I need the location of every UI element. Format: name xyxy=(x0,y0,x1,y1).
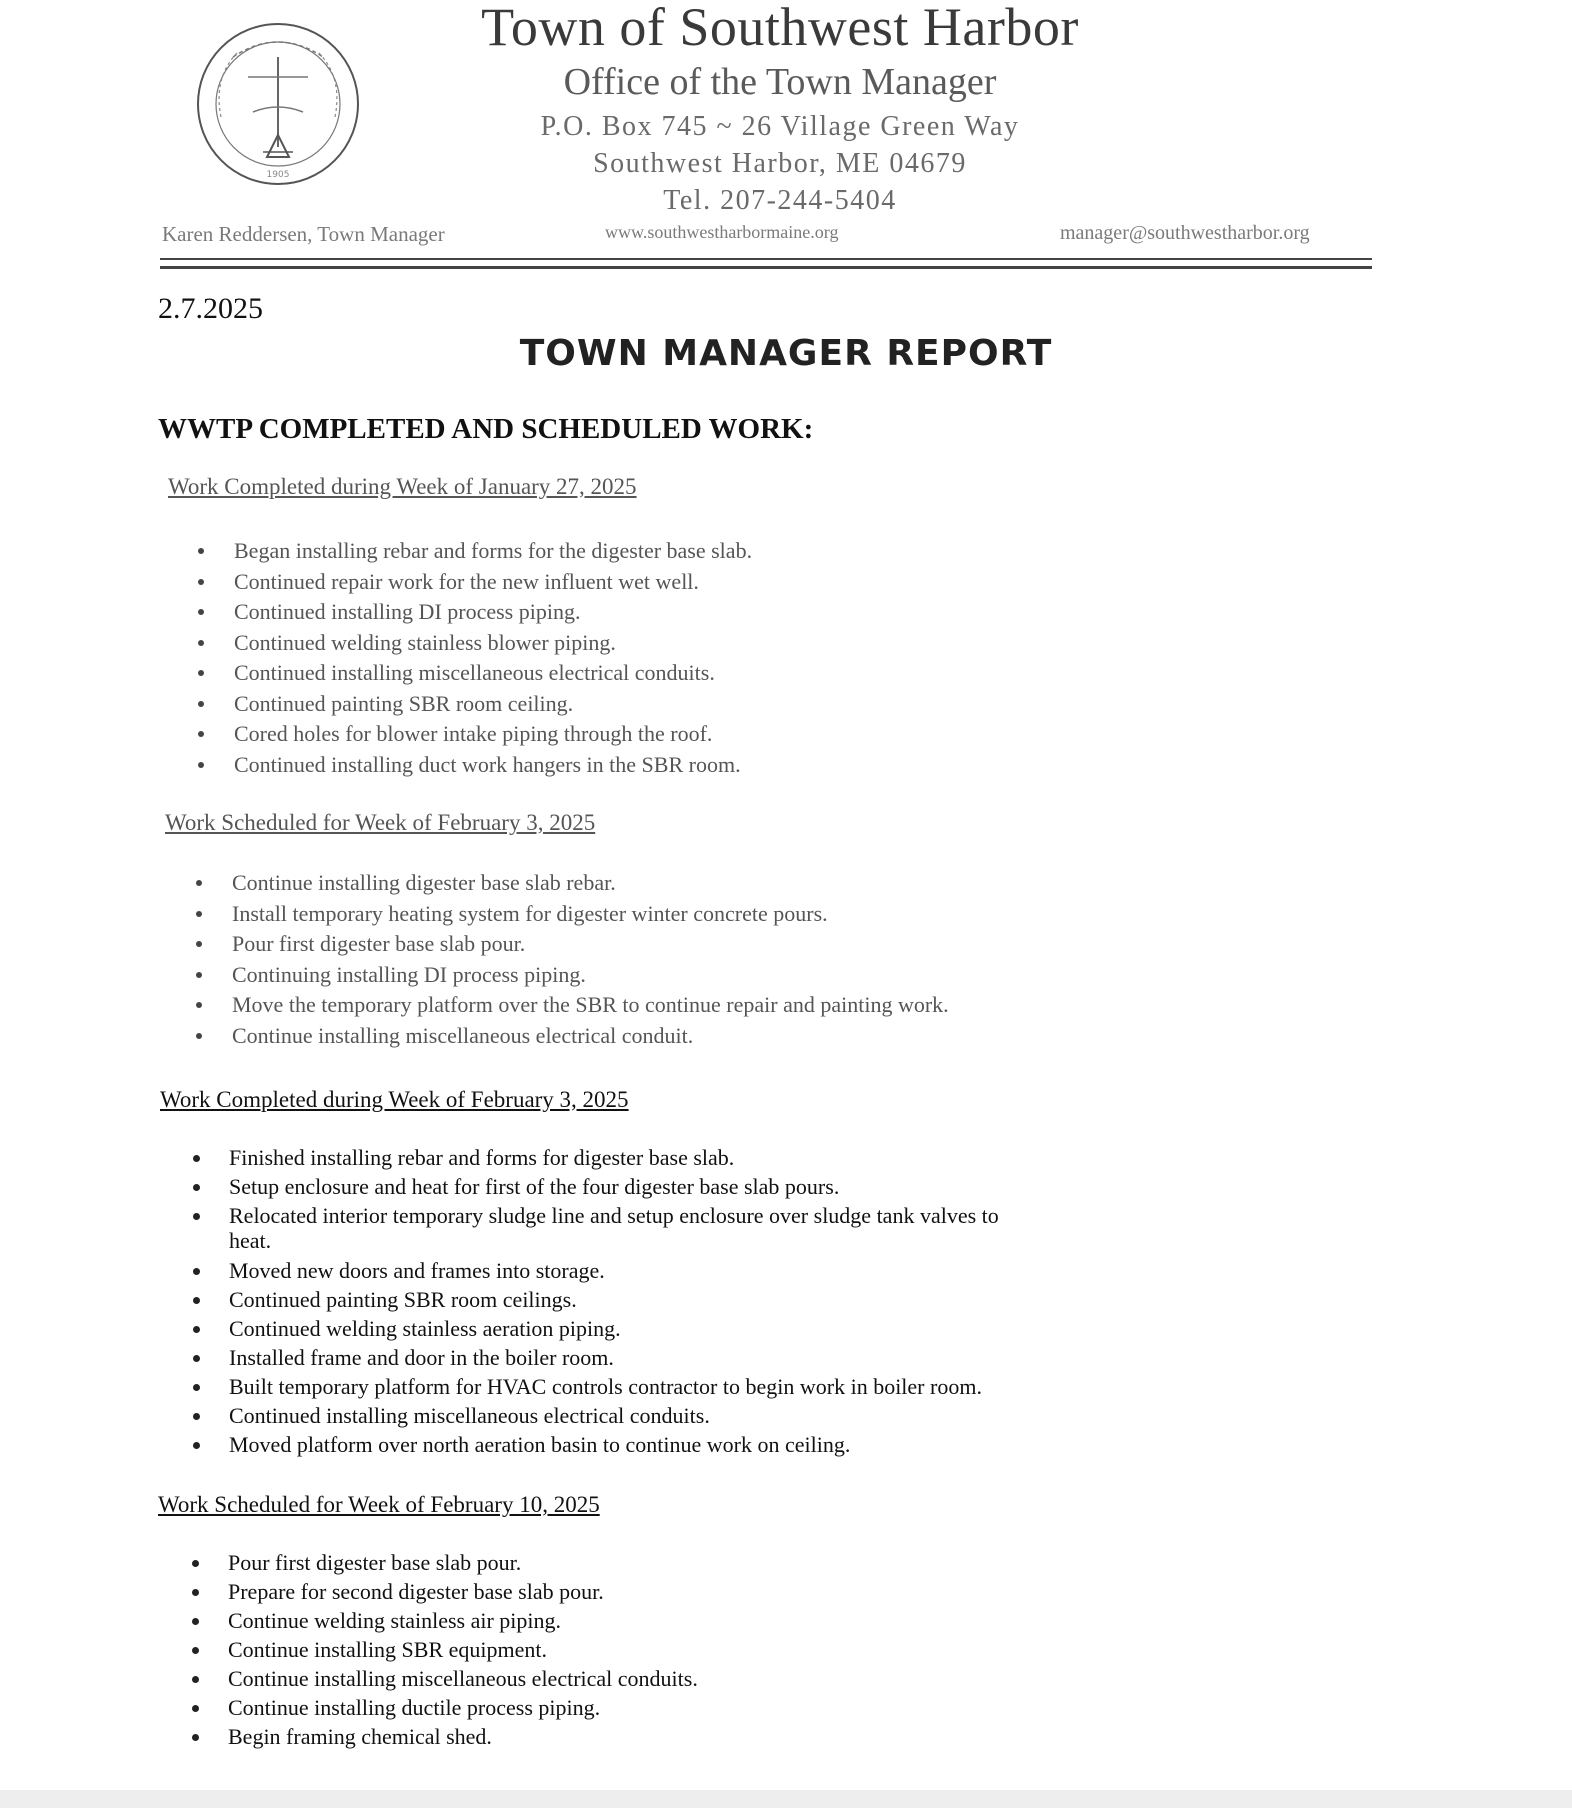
report-date: 2.7.2025 xyxy=(158,292,263,325)
sub-heading-scheduled-feb-3: Work Scheduled for Week of February 3, 2025 xyxy=(165,810,596,835)
letterhead-address: P.O. Box 745 ~ 26 Village Green Way xyxy=(540,111,1020,142)
bullet-icon xyxy=(198,579,204,585)
list-item: Finished installing rebar and forms for digester base slab. xyxy=(193,1143,999,1172)
letterhead-manager: Karen Reddersen, Town Manager xyxy=(162,222,445,246)
list-item: Continue installing digester base slab rebar. xyxy=(196,868,949,899)
list-item: Continue welding stainless air piping. xyxy=(192,1606,698,1635)
bullet-icon xyxy=(193,1184,200,1191)
list-item: Install temporary heating system for digester winter concrete pours. xyxy=(196,899,949,930)
list-item: Moved new doors and frames into storage. xyxy=(193,1256,999,1285)
report-title: TOWN MANAGER REPORT xyxy=(519,333,1053,374)
list-item: Continued installing miscellaneous electrical conduits. xyxy=(193,1401,999,1430)
list-item: Continue installing SBR equipment. xyxy=(192,1635,698,1664)
sub-heading-completed-feb-3: Work Completed during Week of February 3, 2025 xyxy=(160,1087,629,1112)
letterhead-city: Southwest Harbor, ME 04679 xyxy=(593,148,967,179)
list-item: Setup enclosure and heat for first of the four digester base slab pours. xyxy=(193,1172,999,1201)
list-item: Relocated interior temporary sludge line and setup enclosure over sludge tank valves to xyxy=(193,1201,999,1230)
bullet-icon xyxy=(198,670,204,676)
list-item: Continuing installing DI process piping. xyxy=(196,960,949,991)
bullet-icon xyxy=(198,762,204,768)
bullet-icon xyxy=(196,941,202,947)
letterhead-divider xyxy=(160,258,1372,260)
list-item: Built temporary platform for HVAC controls contractor to begin work in boiler room. xyxy=(193,1372,999,1401)
list-item: Continued installing miscellaneous electrical conduits. xyxy=(198,658,752,689)
list-item: Begin framing chemical shed. xyxy=(192,1722,698,1751)
svg-text:1905: 1905 xyxy=(266,170,290,180)
bullet-icon xyxy=(193,1442,200,1449)
bullet-icon xyxy=(193,1413,200,1420)
list-scheduled-feb-10 xyxy=(192,1548,698,1751)
list-item: Pour first digester base slab pour. xyxy=(192,1548,698,1577)
town-seal-icon xyxy=(193,17,363,192)
bullet-icon xyxy=(198,731,204,737)
list-scheduled-feb-3 xyxy=(196,868,949,1051)
list-item: Continued installing duct work hangers in the SBR room. xyxy=(198,750,752,781)
sub-heading-scheduled-feb-10: Work Scheduled for Week of February 10, 2025 xyxy=(158,1492,600,1517)
bullet-icon xyxy=(198,640,204,646)
bullet-icon xyxy=(192,1734,199,1741)
list-item: Pour first digester base slab pour. xyxy=(196,929,949,960)
bullet-icon xyxy=(193,1355,200,1362)
bullet-icon xyxy=(192,1618,199,1625)
list-item: Continue installing miscellaneous electrical conduits. xyxy=(192,1664,698,1693)
letterhead-website: www.southwestharbormaine.org xyxy=(605,222,839,242)
list-item-continuation: heat. xyxy=(229,1228,272,1253)
bullet-icon xyxy=(193,1213,200,1220)
letterhead-email: manager@southwestharbor.org xyxy=(1060,222,1310,244)
list-completed-jan-27 xyxy=(198,536,752,780)
list-item: Move the temporary platform over the SBR to continue repair and painting work. xyxy=(196,990,949,1021)
list-item: Continued painting SBR room ceiling. xyxy=(198,689,752,720)
bullet-icon xyxy=(196,972,202,978)
list-item: Moved platform over north aeration basin to continue work on ceiling. xyxy=(193,1430,999,1459)
list-item: Began installing rebar and forms for the digester base slab. xyxy=(198,536,752,567)
bullet-icon xyxy=(192,1560,199,1567)
bullet-icon xyxy=(193,1384,200,1391)
bullet-icon xyxy=(196,1002,202,1008)
letterhead-town-name: Town of Southwest Harbor xyxy=(481,0,1079,57)
page-bottom-edge xyxy=(0,1790,1572,1808)
bullet-icon xyxy=(196,911,202,917)
bullet-icon xyxy=(192,1647,199,1654)
list-item: Continued welding stainless aeration piping. xyxy=(193,1314,999,1343)
list-completed-feb-3 xyxy=(193,1143,999,1459)
bullet-icon xyxy=(192,1589,199,1596)
list-item: Continued welding stainless blower piping. xyxy=(198,628,752,659)
list-item: Continued repair work for the new influent wet well. xyxy=(198,567,752,598)
bullet-icon xyxy=(193,1268,200,1275)
list-item: Prepare for second digester base slab pour. xyxy=(192,1577,698,1606)
bullet-icon xyxy=(193,1297,200,1304)
bullet-icon xyxy=(192,1705,199,1712)
bullet-icon xyxy=(198,548,204,554)
letterhead-phone: Tel. 207-244-5404 xyxy=(663,185,897,216)
bullet-icon xyxy=(192,1676,199,1683)
bullet-icon xyxy=(193,1155,200,1162)
list-item: Cored holes for blower intake piping through the roof. xyxy=(198,719,752,750)
sub-heading-completed-jan-27: Work Completed during Week of January 27, 2025 xyxy=(168,474,637,499)
list-item: Installed frame and door in the boiler room. xyxy=(193,1343,999,1372)
section-heading: WWTP COMPLETED AND SCHEDULED WORK: xyxy=(158,413,814,445)
bullet-icon xyxy=(196,880,202,886)
list-item: Continued installing DI process piping. xyxy=(198,597,752,628)
list-item: Continued painting SBR room ceilings. xyxy=(193,1285,999,1314)
bullet-icon xyxy=(198,609,204,615)
list-item: Continue installing miscellaneous electrical conduit. xyxy=(196,1021,949,1052)
bullet-icon xyxy=(198,701,204,707)
bullet-icon xyxy=(193,1326,200,1333)
bullet-icon xyxy=(196,1033,202,1039)
letterhead-divider-double xyxy=(160,266,1372,269)
letterhead-office: Office of the Town Manager xyxy=(563,61,997,103)
list-item: Continue installing ductile process piping. xyxy=(192,1693,698,1722)
